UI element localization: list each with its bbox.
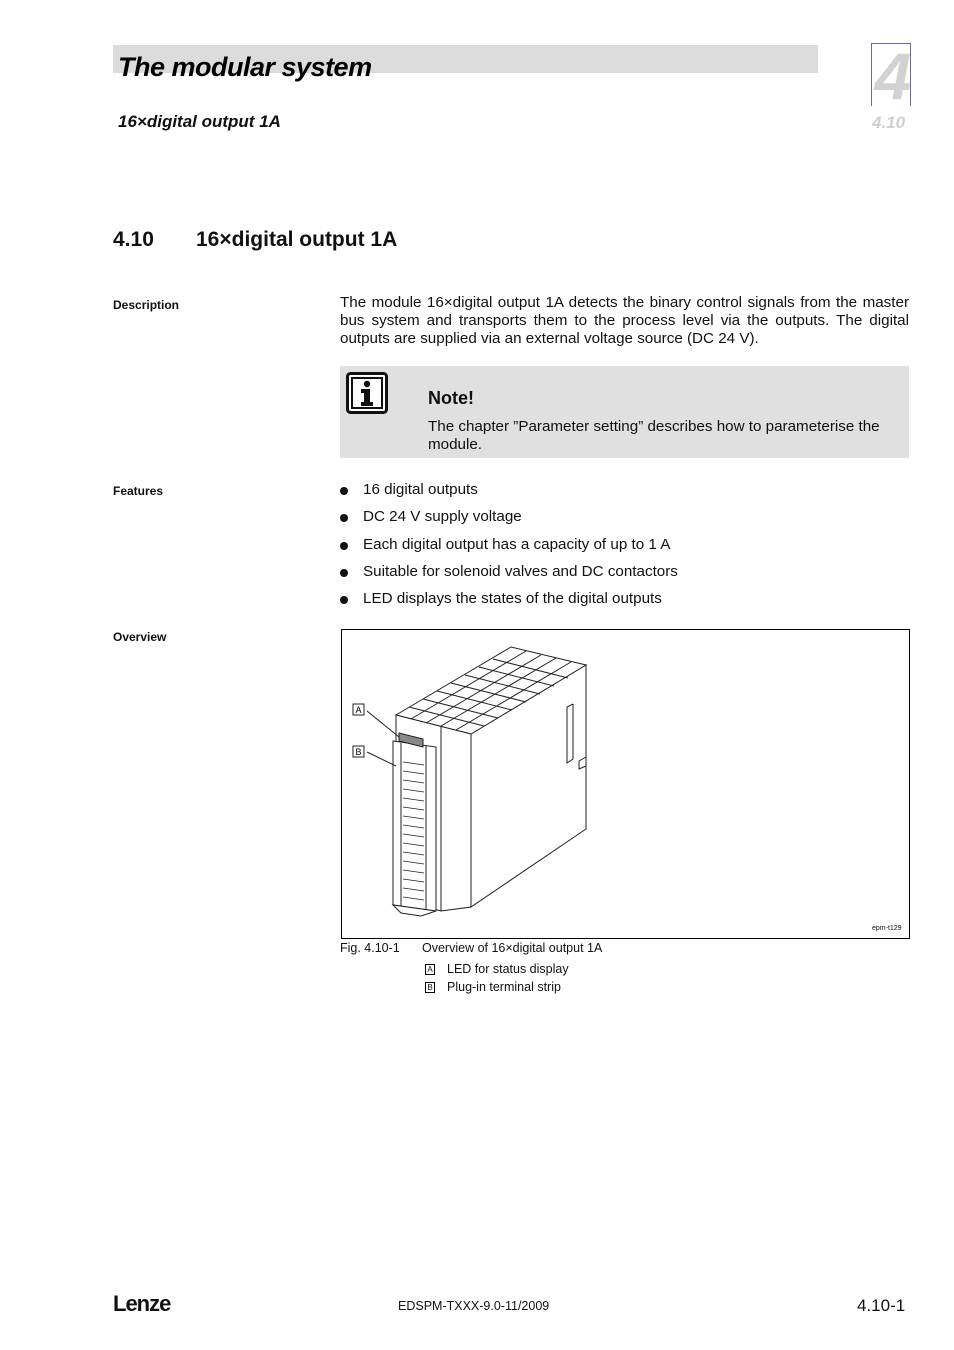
figure-caption [340, 941, 603, 955]
chapter-number: 4 [874, 39, 912, 113]
section-number: 4.10 [113, 228, 154, 251]
features-list [340, 481, 678, 617]
info-icon [346, 372, 388, 414]
figure-caption-text: Overview of 16×digital output 1A [422, 941, 603, 955]
note-title: Note! [428, 388, 474, 408]
section-title: 16×digital output 1A [196, 228, 398, 251]
list-item: DC 24 V supply voltage [340, 508, 678, 535]
chapter-section: 4.10 [872, 113, 906, 132]
page-header-title: The modular system [118, 52, 372, 82]
side-label-overview: Overview [113, 630, 167, 644]
legend-text: LED for status display [447, 962, 569, 976]
legend-key: A [425, 964, 435, 975]
description-text: The module 16×digital output 1A detects the binary control signals from the master bus system and transports them to the process level via the outputs. The digital outputs are supplied via an external voltage source (DC 24 V). [340, 294, 909, 347]
page-header-subtitle: 16×digital output 1A [118, 112, 281, 131]
module-illustration [341, 629, 909, 937]
lenze-logo: Lenze [113, 1291, 171, 1316]
note-text: The chapter ”Parameter setting” describes how to parameterise the module. [428, 418, 880, 453]
callout-a: A [355, 705, 362, 715]
list-item: LED displays the states of the digital outputs [340, 590, 678, 617]
footer-document-id: EDSPM-TXXX-9.0-11/2009 [398, 1299, 550, 1313]
callout-b: B [355, 747, 362, 757]
legend-item [425, 980, 561, 994]
footer-page-number: 4.10-1 [857, 1296, 906, 1315]
list-item: 16 digital outputs [340, 481, 678, 508]
list-item: Each digital output has a capacity of up to 1 A [340, 536, 678, 563]
legend-text: Plug-in terminal strip [447, 980, 561, 994]
list-item: Suitable for solenoid valves and DC contactors [340, 563, 678, 590]
figure-code: epm-t129 [872, 925, 902, 932]
figure-caption-label: Fig. 4.10-1 [340, 941, 400, 955]
side-label-description: Description [113, 298, 180, 312]
legend-key: B [425, 982, 435, 993]
legend-item [425, 962, 569, 976]
side-label-features: Features [113, 484, 164, 498]
